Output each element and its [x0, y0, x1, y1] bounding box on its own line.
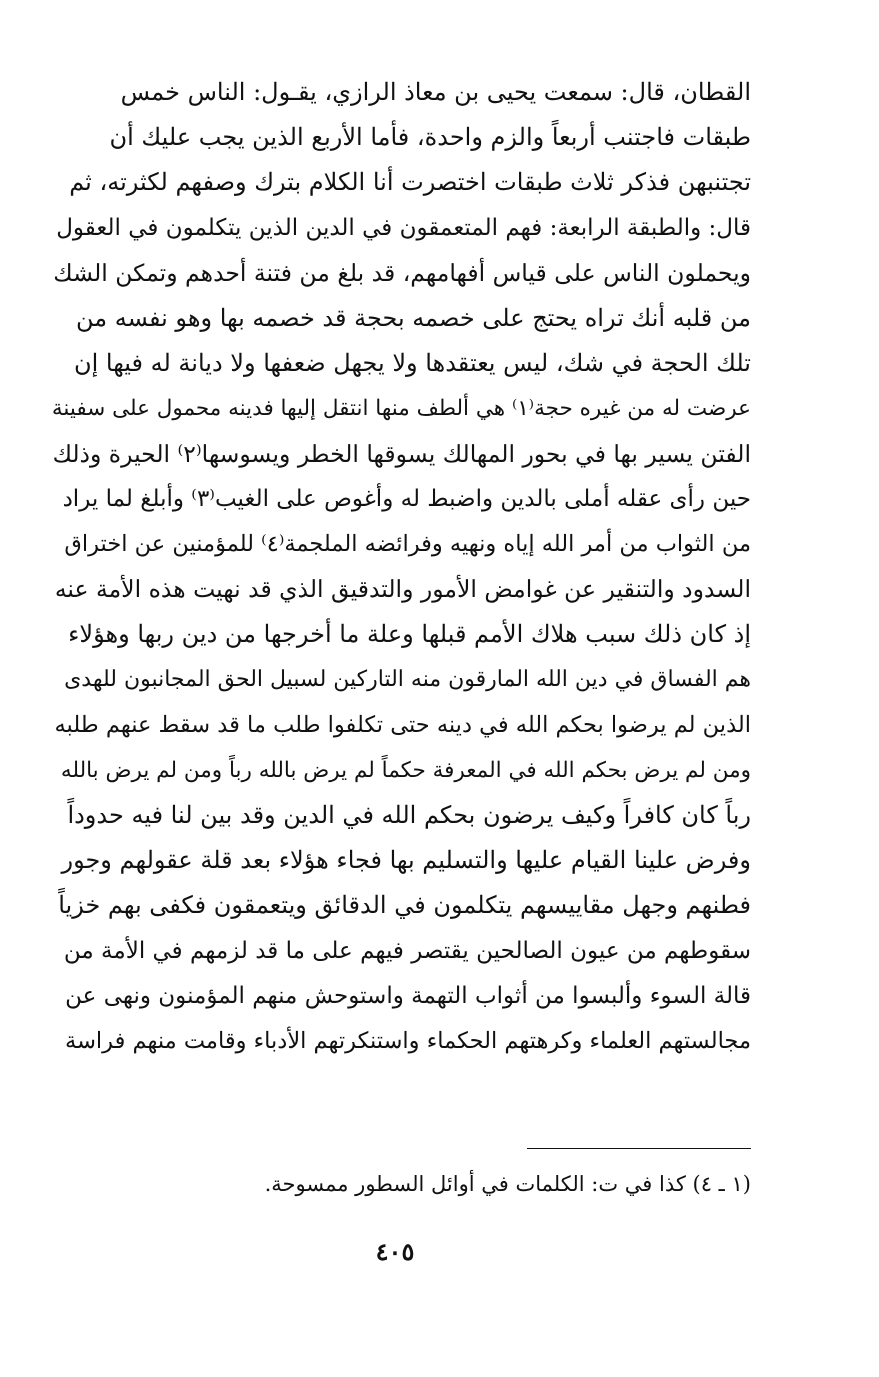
text-line: عرضت له من غيره حجة⁽١⁾ هي ألطف منها انتقل إليها فدينه محمول على سفينة — [51, 396, 751, 422]
text-line: إذ كان ذلك سبب هلاك الأمم قبلها وعلة ما أخرجها من دين ربها وهؤلاء — [68, 620, 751, 649]
text-line: ومن لم يرض بحكم الله في المعرفة حكماً لم يرض بالله رباً ومن لم يرض بالله — [60, 757, 751, 783]
text-line: الفتن يسير بها في بحور المهالك يسوقها الخطر ويسوسها⁽٢⁾ الحيرة وذلك — [52, 439, 751, 468]
page-number: ٤٠٥ — [375, 1237, 415, 1266]
footnote: (١ ـ ٤) كذا في ت: الكلمات في أوائل السطور ممسوحة. — [264, 1172, 751, 1196]
text-line: فطنهم وجهل مقاييسهم يتكلمون في الدقائق ويتعمقون فكفى بهم خزياً — [58, 891, 751, 920]
text-line: قالة السوء وألبسوا من أثواب التهمة واستوحش منهم المؤمنون ونهى عن — [65, 982, 751, 1009]
text-line: حين رأى عقله أملى بالدين واضبط له وأغوص على الغيب⁽٣⁾ وأبلغ لما يراد — [62, 485, 751, 512]
text-line: طبقات فاجتنب أربعاً والزم واحدة، فأما الأربع الذين يجب عليك أن — [109, 123, 751, 152]
text-line: مجالستهم العلماء وكرهتهم الحكماء واستنكرتهم الأدباء وقامت منهم فراسة — [65, 1027, 751, 1054]
text-line: السدود والتنقير عن غوامض الأمور والتدقيق الذي قد نهيت هذه الأمة عنه — [54, 575, 751, 604]
footnote-divider — [527, 1148, 751, 1149]
text-line: هم الفساق في دين الله المارقون منه التاركين لسبيل الحق المجانبون للهدى — [64, 667, 751, 693]
text-line: ويحملون الناس على قياس أفهامهم، قد بلغ من فتنة أحدهم وتمكن الشك — [53, 258, 751, 287]
text-line: الذين لم يرضوا بحكم الله في دينه حتى تكلفوا طلب ما قد سقط عنهم طلبه — [54, 711, 751, 738]
text-line: قال: والطبقة الرابعة: فهم المتعمقون في الدين الذين يتكلمون في العقول — [56, 214, 751, 241]
text-line: وفرض علينا القيام عليها والتسليم بها فجاء هؤلاء بعد قلة عقولهم وجور — [61, 846, 751, 875]
main-text-block — [51, 70, 751, 1064]
text-line: سقوطهم من عيون الصالحين يقتصر فيهم على ما قد لزمهم في الأمة من — [63, 937, 751, 964]
text-line: القطان، قال: سمعت يحيى بن معاذ الرازي، يقـول: الناس خمس — [120, 78, 751, 106]
text-line: من قلبه أنك تراه يحتج على خصمه بحجة قد خصمه بها وهو نفسه من — [75, 303, 751, 332]
text-line: رباً كان كافراً وكيف يرضون بحكم الله في الدين وقد بين لنا فيه حدوداً — [67, 801, 751, 829]
text-line: تجتنبهن فذكر ثلاث طبقات اختصرت أنا الكلام بترك وصفهم لكثرته، ثم — [69, 168, 751, 197]
text-line: تلك الحجة في شك، ليس يعتقدها ولا يجهل ضعفها ولا ديانة له فيها إن — [73, 349, 751, 378]
text-line: من الثواب من أمر الله إياه ونهيه وفرائضه الملجمة⁽٤⁾ للمؤمنين عن اختراق — [64, 530, 751, 557]
